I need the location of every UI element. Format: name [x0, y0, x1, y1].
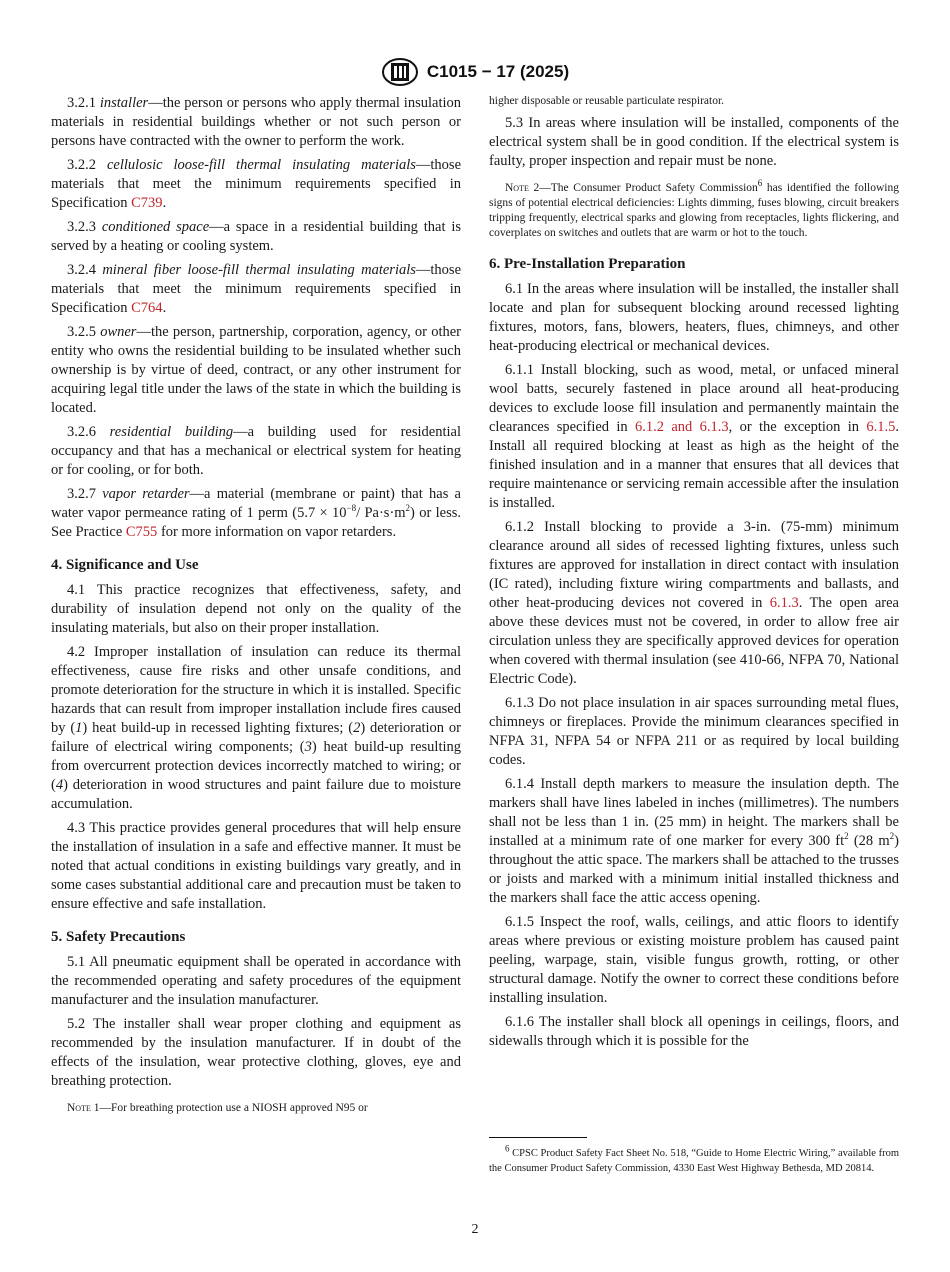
- left-column: [51, 94, 461, 1121]
- paragraph-6-1-1: 6.1.1 Install blocking, such as wood, metal, or unfaced mineral wool batts, securely fastened in place around all heat-producing devices to exclude loose fill insulation and permanently maintain the clearances specified in 6.1.2 and 6.1.3, or the exception in 6.1.5. Install all required blocking at least as high as the height of the finished insulation and in a manner that ensures that all devices that require maintenance or servicing remain accessible after the insulation is installed.: [489, 362, 900, 511]
- footnote-6: $^6$ CPSC Product Safety Fact Sheet No. 518, “Guide to Home Electric Wiring,” available from the Consumer Product Safety Commission, 4330 East West Highway Bethesda, MD 20814.: [489, 1143, 899, 1174]
- link-6-1-3[interactable]: 6.1.3: [769, 595, 799, 611]
- link-c739[interactable]: C739: [131, 195, 163, 211]
- link-6-1-2-and-6-1-3[interactable]: 6.1.2 and 6.1.3: [635, 419, 729, 435]
- paragraph-5-1: 5.1 All pneumatic equipment shall be operated in accordance with the recommended operating and safety procedures of the equipment manufacturer and the insulation manufacturer.: [51, 954, 461, 1008]
- link-c764[interactable]: C764: [131, 300, 163, 316]
- definition-3-2-7: 3.2.7 vapor retarder—a material (membrane or paint) that has a water vapor permeance rating of 1 perm ($5.7 \times 10^{-8}/$ $Pa\cdot s\cdot m^2$) or less. See Practice C755 for more information on vapor retarders.: [51, 486, 461, 540]
- page-number: 2: [471, 1222, 479, 1237]
- note-2: Note 2—The Consumer Product Safety Commission$^6$ has identified the following signs of potential electrical deficiencies: Lights dimming, fuses blowing, circuit breakers tripping frequently, electrical sparks and glowing from receptacles, lights flickering, and coverplates on switches and outlets that are warm or hot to the touch.: [489, 178, 899, 239]
- definition-3-2-6: 3.2.6 residential building—a building used for residential occupancy and that has a mechanical or electrical system for heating or for cooling, or for both.: [51, 424, 461, 478]
- link-c755[interactable]: C755: [125, 524, 158, 540]
- footnote-rule: [489, 1137, 587, 1138]
- paragraph-4-3: 4.3 This practice provides general procedures that will help ensure the installation of insulation in a safe and effective manner. It must be noted that actual conditions in existing buildings vary greatly, and in some cases substantial additional care and precaution must be taken to ensure effective and safe installation.: [51, 820, 461, 912]
- paragraph-5-3: 5.3 In areas where insulation will be installed, components of the electrical system shall be in good condition. If the electrical system is faulty, proper inspection and repair must be none.: [489, 115, 899, 169]
- paragraph-6-1-5: 6.1.5 Inspect the roof, walls, ceilings, and attic floors to identify areas where previous or existing moisture problem has caused paint peeling, warpage, stain, visible fungus growth, rotting, or other structural damage. Notify the owner to correct these conditions before installing insulation.: [489, 914, 899, 1006]
- definition-3-2-1: 3.2.1 installer—the person or persons who apply thermal insulation materials in residential buildings whether or not such person or persons have contracted with the owner to perform the work.: [51, 95, 461, 149]
- definition-3-2-4: 3.2.4 mineral fiber loose-fill thermal insulating materials—those materials that meet the minimum requirements specified in Specification C764.: [51, 262, 462, 316]
- link-6-1-5[interactable]: 6.1.5: [866, 419, 896, 435]
- paragraph-4-1: 4.1 This practice recognizes that effectiveness, safety, and durability of insulation depend not only on the quality of the insulating materials, but also on their proper installation.: [51, 582, 461, 636]
- paragraph-5-2: 5.2 The installer shall wear proper clothing and equipment as recommended by the insulation manufacturer. If in doubt of the effects of the insulation, wear protective clothing, gloves, eye and breathing protection.: [51, 1016, 461, 1089]
- section-6-heading: 6. Pre-Installation Preparation: [489, 256, 686, 272]
- paragraph-6-1-6: 6.1.6 The installer shall block all openings in ceilings, floors, and sidewalls through which it is possible for the: [489, 1014, 899, 1049]
- standard-designation: C1015 − 17 (2025): [426, 62, 570, 81]
- definition-3-2-2: 3.2.2 cellulosic loose-fill thermal insulating materials—those materials that meet the minimum requirements specified in Specification C739.: [51, 157, 462, 211]
- section-4-heading: 4. Significance and Use: [51, 557, 199, 573]
- paragraph-6-1: 6.1 In the areas where insulation will be installed, the installer shall locate and plan for subsequent blocking around recessed lighting fixtures, motors, fans, blowers, heaters, flues, chimneys, and other heat-producing electrical or mechanical devices.: [489, 281, 899, 354]
- definition-3-2-3: 3.2.3 conditioned space—a space in a residential building that is served by a heating or cooling system.: [51, 219, 461, 254]
- astm-logo-icon: [381, 57, 419, 87]
- paragraph-6-1-3: 6.1.3 Do not place insulation in air spaces surrounding metal flues, chimneys or fireplaces. Provide the minimum clearances specified in NFPA 31, NFPA 54 or NFPA 211 or as required by local building codes.: [489, 695, 899, 768]
- note-1: Note 1—For breathing protection use a NIOSH approved N95 or: [67, 1102, 368, 1114]
- paragraph-6-1-4: 6.1.4 Install depth markers to measure the insulation depth. The markers shall have lines labeled in inches (millimetres). The numbers shall not be less than 1 in. (25 mm) in height. The markers shall be installed at a minimum rate of one marker for every 300 $ft^2$ (28 $m^2$) throughout the attic space. The markers shall be attached to the trusses or joists and marked with a minimum initial installed thickness and the markers shall face the attic access opening.: [489, 776, 900, 906]
- note-1-continued: higher disposable or reusable particulate respirator.: [489, 95, 725, 107]
- page-header: [0, 57, 950, 87]
- definition-3-2-5: 3.2.5 owner—the person, partnership, corporation, agency, or other entity who owns the residential building to be insulated whether such ownership is by virtue of deed, contract, or any other instrument for acquiring legal title under the laws of the state in which the building is located.: [51, 324, 461, 416]
- section-5-heading: 5. Safety Precautions: [51, 929, 186, 945]
- right-column: [489, 94, 899, 1056]
- paragraph-4-2: 4.2 Improper installation of insulation can reduce its thermal effectiveness, cause fire risks and other unsafe conditions, and promote deterioration for the structure in which it is installed. Specific hazards that can result from improper installation include fires caused by (1) heat build-up in recessed lighting fixtures; (2) deterioration or failure of electrical wiring components; (3) heat build-up resulting from overcurrent protection devices incorrectly matched to wiring; or (4) deterioration in wood structures and paint failure due to moisture accumulation.: [51, 644, 462, 812]
- paragraph-6-1-2: 6.1.2 Install blocking to provide a 3-in. (75-mm) minimum clearance around all sides of recessed lighting fixtures, unless such fixtures are approved for installation in direct contact with insulation (IC rated), including fixture wiring compartments and ballasts, and other heat-producing devices not covered in 6.1.3. The open area above these devices must not be covered, in order to allow free air circulation unless they are specifically approved devices for operation when covered with thermal insulation (see 410-66, NFPA 70, National Electric Code).: [489, 519, 899, 687]
